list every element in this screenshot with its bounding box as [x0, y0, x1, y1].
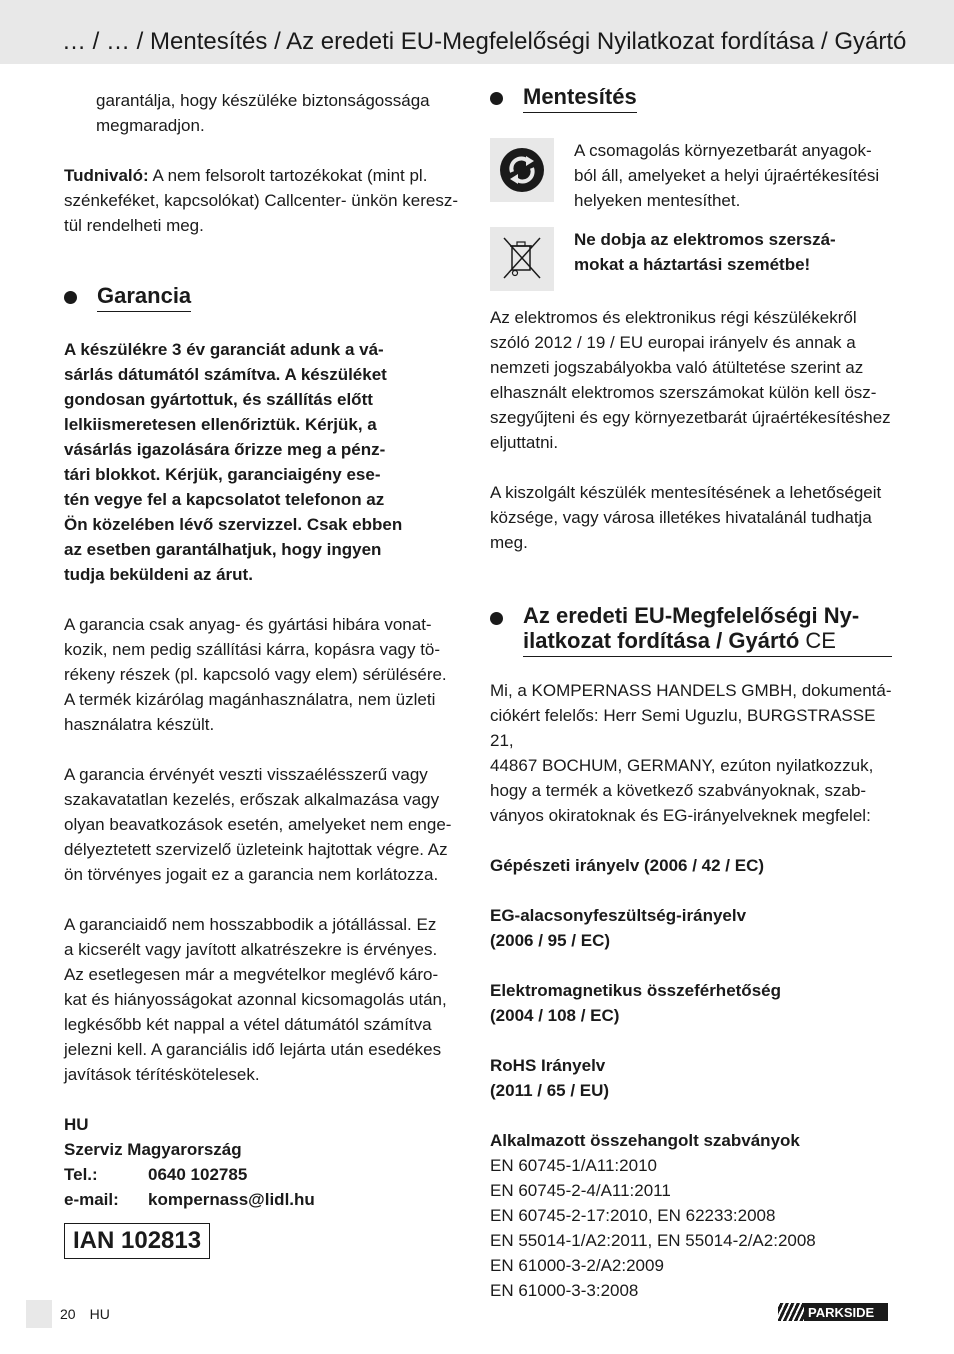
text-line: szakavatatlan kezelés, erőszak alkalmazása vagy [64, 790, 440, 809]
standard-item: EN 61000-3-3:2008 [490, 1281, 639, 1300]
text-line: meg. [490, 533, 528, 552]
page-marker [26, 1300, 52, 1328]
text-line: A garanciaidő nem hosszabbodik a jótállással. Ez [64, 915, 437, 934]
text-line: rékeny részek (pl. kapcsoló vagy elem) sérülésére. [64, 665, 447, 684]
text-line: javítások térítéskötelesek. [64, 1065, 260, 1084]
text-line: (2006 / 95 / EC) [490, 931, 611, 950]
text-line: az esetben garantálhatjuk, hogy ingyen [64, 540, 382, 559]
text-line: használatra készült. [64, 715, 215, 734]
disposal-paragraph [490, 480, 892, 555]
email-label: e-mail: [64, 1190, 119, 1209]
text-line: jelezni kell. A garanciális idő lejárta után esedékes [64, 1040, 442, 1059]
standard-item: EN 60745-1/A11:2010 [490, 1156, 657, 1175]
note [64, 163, 466, 238]
text-line: tül rendelheti meg. [64, 216, 204, 235]
garancia-heading [64, 283, 466, 312]
text-line: hogy a termék a következő szabványoknak, szab- [490, 781, 867, 800]
bullet-icon [64, 291, 77, 304]
weee-paragraph [490, 305, 892, 455]
ce-mark: CE [805, 628, 836, 653]
service-name: Szerviz Magyarország [64, 1140, 242, 1159]
text-line: ön törvényes jogait ez a garancia nem korlátozza. [64, 865, 439, 884]
packaging-text [574, 138, 879, 213]
header-bar [0, 0, 954, 64]
text-line: helyeken mentesíthet. [574, 191, 741, 210]
service-email [64, 1187, 466, 1212]
warranty-scope-text [64, 612, 466, 737]
text-line: A nem felsorolt tartozékokat (mint pl. [148, 166, 428, 185]
text-line: Az elektromos és elektronikus régi készülékekről [490, 308, 857, 327]
text-line: gondosan gyártottuk, és szállítás előtt [64, 390, 373, 409]
standards-title: Alkalmazott összehangolt szabványok [490, 1131, 800, 1150]
text-line: délyeztetett szervizelő üzleteink hajtottak végre. Az [64, 840, 448, 859]
text-line: sárlás dátumától számítva. A készüléket [64, 365, 387, 384]
weee-warning [574, 227, 836, 291]
text-line: Ön közelében lévő szervizzel. Csak ebben [64, 515, 403, 534]
text-line: tári blokkot. Kérjük, garanciaigény ese- [64, 465, 381, 484]
service-tel [64, 1162, 466, 1187]
tel-value: 0640 102785 [148, 1165, 248, 1184]
text-line: Az eredeti EU-Megfelelőségi Ny- [523, 603, 860, 628]
brand-name: PARKSIDE [808, 1304, 875, 1320]
page-number: 20 [60, 1306, 76, 1322]
recycle-icon [490, 138, 554, 202]
declaration-text [490, 678, 892, 828]
text-line: lelkiismeretesen ellenőriztük. Kérjük, a [64, 415, 377, 434]
language-code: HU [89, 1306, 110, 1322]
email-value: kompernass@lidl.hu [148, 1190, 315, 1209]
warranty-bold-text [64, 337, 466, 587]
text-line: eljuttatni. [490, 433, 559, 452]
mentesites-heading [490, 84, 892, 113]
text-line: Az esetlegesen már a megvételkor meglévő káro- [64, 965, 439, 984]
text-line: A garancia érvényét veszti visszaélésszerű vagy [64, 765, 428, 784]
text-line: községe, vagy városa illetékes hivatalánál tudhatja [490, 508, 872, 527]
text-line: A csomagolás környezetbarát anyagok- [574, 141, 872, 160]
standards-list [490, 1153, 892, 1303]
text-line: ból áll, amelyeket a helyi újraértékesítési [574, 166, 880, 185]
text-line: (2004 / 108 / EC) [490, 1006, 620, 1025]
text-line: legkésőbb két nappal a vétel dátumától számítva [64, 1015, 432, 1034]
text-line: tén vegye fel a kapcsolatot telefonon az [64, 490, 385, 509]
bullet-icon [490, 92, 503, 105]
text-line: garantálja, hogy készüléke biztonságossága [96, 91, 430, 110]
text-line: kat és hiányosságokat azonnal kicsomagolás után, [64, 990, 447, 1009]
section-title: Garancia [97, 283, 191, 312]
text-line: RoHS Irányelv [490, 1056, 606, 1075]
ian-box: IAN 102813 [64, 1223, 210, 1259]
standard-item: EN 60745-2-17:2010, EN 62233:2008 [490, 1206, 776, 1225]
packaging-row [490, 138, 892, 213]
directive-machinery: Gépészeti irányelv (2006 / 42 / EC) [490, 856, 765, 875]
text-line: elhasznált elektromos szerszámokat külön kell ösz- [490, 383, 877, 402]
bullet-icon [490, 612, 503, 625]
service-country: HU [64, 1115, 89, 1134]
text-line: kozik, nem pedig szállítási kárra, kopásra vagy tö- [64, 640, 441, 659]
text-line: olyan beavatkozások esetén, amelyeket nem enge- [64, 815, 452, 834]
text-line: megmaradjon. [96, 116, 205, 135]
text-line: (2011 / 65 / EU) [490, 1081, 610, 1100]
text-line: szóló 2012 / 19 / EU europai irányelv és annak a [490, 333, 856, 352]
text-line: ványos okiratoknak és EG-irányelveknek megfelel: [490, 806, 871, 825]
text-line: ilatkozat fordítása / Gyártó [523, 628, 800, 653]
text-line: Ne dobja az elektromos szerszá- [574, 230, 836, 249]
text-line: vásárlás igazolására őrizze meg a pénz- [64, 440, 386, 459]
footer [60, 1306, 124, 1322]
text-line: nemzeti jogszabályokba való átültetése szerint az [490, 358, 864, 377]
page-title: … / … / Mentesítés / Az eredeti EU-Megfelelőségi Nyilatkozat fordítása / Gyártó [62, 28, 907, 55]
text-line: szegyűjteni és egy környezetbarát újraértékesítéshez [490, 408, 891, 427]
text-line: 44867 BOCHUM, GERMANY, ezúton nyilatkozzuk, [490, 756, 874, 775]
crossed-bin-icon [490, 227, 554, 291]
text-line: A kiszolgált készülék mentesítésének a lehetőségeit [490, 483, 882, 502]
text-line: A termék kizárólag magánhasználatra, nem üzleti [64, 690, 436, 709]
text-line: EG-alacsonyfeszültség-irányelv [490, 906, 747, 925]
text-line: szénkeféket, kapcsolókat) Callcenter- ünkön keresz- [64, 191, 459, 210]
logo-stripes-icon [778, 1303, 804, 1321]
directive-low-voltage [490, 903, 892, 953]
text-line: ciókért felelős: Herr Semi Uguzlu, BURGSTRASSE 21, [490, 706, 876, 750]
intro-text [64, 88, 466, 138]
directive-emc [490, 978, 892, 1028]
standard-item: EN 60745-2-4/A11:2011 [490, 1181, 671, 1200]
standard-item: EN 61000-3-2/A2:2009 [490, 1256, 664, 1275]
text-line: tudja beküldeni az árut. [64, 565, 253, 584]
text-line: mokat a háztartási szemétbe! [574, 255, 811, 274]
text-line: a kicserélt vagy javított alkatrészekre is érvényes. [64, 940, 438, 959]
left-column [64, 88, 466, 1259]
service-contact [64, 1112, 466, 1212]
section-title: Mentesítés [523, 84, 637, 113]
tel-label: Tel.: [64, 1165, 98, 1184]
standard-item: EN 55014-1/A2:2011, EN 55014-2/A2:2008 [490, 1231, 816, 1250]
weee-row [490, 227, 892, 291]
section-title [523, 603, 892, 657]
right-column [490, 84, 892, 1303]
text-line: A készülékre 3 év garanciát adunk a vá- [64, 340, 384, 359]
text-line: A garancia csak anyag- és gyártási hibára vonat- [64, 615, 432, 634]
brand-logo [778, 1303, 888, 1321]
warranty-period-text [64, 912, 466, 1087]
text-line: Mi, a KOMPERNASS HANDELS GMBH, dokumentá- [490, 681, 892, 700]
directive-rohs [490, 1053, 892, 1103]
declaration-heading [490, 603, 892, 657]
warranty-void-text [64, 762, 466, 887]
note-label: Tudnivaló: [64, 166, 149, 185]
text-line: Elektromagnetikus összeférhetőség [490, 981, 781, 1000]
